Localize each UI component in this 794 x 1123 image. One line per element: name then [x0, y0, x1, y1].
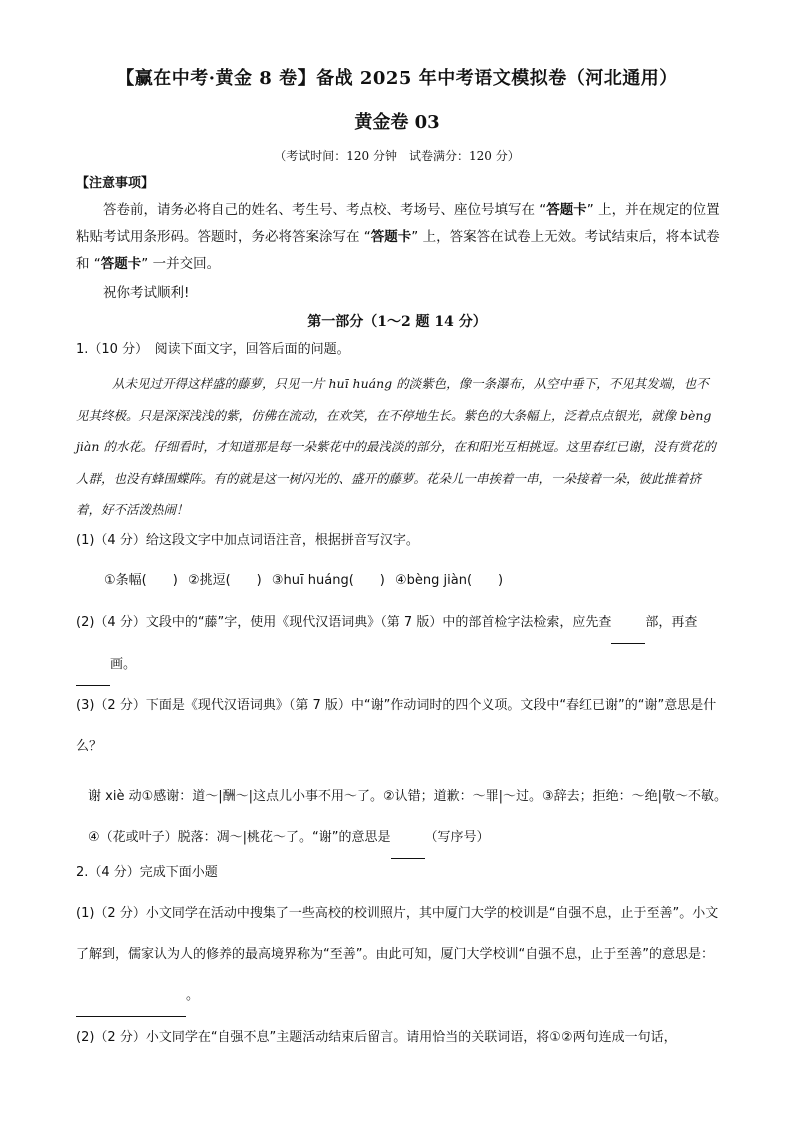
notice-text-3: ” 上，答案答在试卷上无效。考试结束后，将本试卷和 “	[76, 229, 720, 272]
exam-subtitle: 黄金卷 03	[354, 112, 440, 133]
part-one-heading: 第一部分（1～2 题 14 分）	[307, 314, 487, 330]
dictionary-definition	[88, 776, 728, 859]
question-1-3	[76, 685, 726, 767]
question-2-1-end: 。	[186, 988, 200, 1003]
notice-paragraph	[76, 197, 720, 278]
answer-card-term: 答题卡	[370, 229, 412, 245]
notice-body	[76, 197, 720, 278]
question-2-stem-text: 2.（4 分）完成下面小题	[76, 865, 218, 880]
notice-heading: 【注意事项】	[76, 176, 155, 191]
question-1-stem: 1.（10 分） 阅读下面文字，回答后面的问题。	[76, 342, 350, 357]
answer-card-term: 答题卡	[100, 256, 142, 272]
exam-info: （考试时间：120 分钟 试卷满分：120 分）	[274, 149, 520, 163]
question-2-1	[76, 893, 726, 1017]
good-luck-text: 祝你考试顺利!	[103, 285, 190, 301]
reading-passage	[76, 368, 718, 526]
answer-card-term: 答题卡	[546, 202, 587, 218]
pinyin-item[interactable]: ④bèng jiàn( )	[395, 573, 504, 588]
pinyin-item[interactable]: ③huī huáng( )	[271, 573, 385, 588]
question-2-stem	[76, 852, 726, 893]
motto-meaning-blank[interactable]	[76, 975, 186, 1017]
passage-text: 从未见过开得这样盛的藤萝，只见一片 huī huáng 的淡紫色，像一条瀑布，从空中垂下，不见其发端，也不见其终极。只是深深浅浅的紫，仿佛在流动，在欢笑，在不停地生长。紫色的大条幅上，泛着点点银光，就像 bèng jiàn 的水花。仔细看时，才知道那是每一朵紫花中的最浅淡的部分，在和阳光互相挑逗。这里春红已谢，没有赏花的人群，也没有蜂围蝶阵。有的就是这一树闪光的、盛开的藤萝。花朵儿一串挨着一串，一朵接着一朵，彼此推着挤着，好不活泼热闹！	[76, 376, 716, 517]
notice-text-4: ” 一并交回。	[141, 256, 221, 272]
definition-text: 谢 xiè 动①感谢：道～|酬～|这点儿小事不用～了。②认错；道歉：～罪|～过。③辞去；拒绝：～绝|敬～不敏。④（花或叶子）脱落：凋～|桃花～了。“谢”的意思是	[88, 789, 728, 845]
radical-blank[interactable]	[611, 602, 645, 644]
notice-text-2: ” 上，并在规定的位置粘贴考试用条形码。答题时，务必将答案涂写在 “	[76, 202, 720, 245]
question-1-1	[76, 520, 726, 561]
question-1-3-text: (3)（2 分）下面是《现代汉语词典》（第 7 版）中“谢”作动词时的四个义项。文段中“春红已谢”的“谢”意思是什么？	[76, 698, 717, 754]
stroke-count-blank[interactable]	[76, 644, 110, 686]
question-1-2-text-3: 画。	[110, 657, 137, 672]
question-1-2	[76, 602, 726, 686]
question-1-1-text: (1)（4 分）给这段文字中加点词语注音，根据拼音写汉字。	[76, 533, 419, 548]
exam-title: 【赢在中考·黄金 8 卷】备战 2025 年中考语文模拟卷（河北通用）	[116, 68, 678, 89]
pinyin-items	[104, 569, 509, 588]
question-2-1-text: (1)（2 分）小文同学在活动中搜集了一些高校的校训照片，其中厦门大学的校训是“自强不息，止于至善”。小文了解到，儒家认为人的修养的最高境界称为“至善”。由此可知，厦门大学校训“自强不息，止于至善”的意思是：	[76, 906, 719, 962]
definition-tail: （写序号）	[424, 830, 490, 845]
pinyin-item[interactable]: ②挑逗( )	[187, 573, 262, 588]
question-1-2-text-2: 部，再查	[645, 615, 698, 630]
question-2-2	[76, 1017, 726, 1058]
question-1-2-text: (2)（4 分）文段中的“藤”字，使用《现代汉语词典》（第 7 版）中的部首检字法检索，应先查	[76, 615, 612, 630]
pinyin-item[interactable]: ①条幅( )	[104, 573, 178, 588]
notice-text-1: 答卷前，请务必将自己的姓名、考生号、考点校、考场号、座位号填写在 “	[103, 202, 547, 218]
question-2-2-text: (2)（2 分）小文同学在“自强不息”主题活动结束后留言。请用恰当的关联词语，将①②两句连成一句话，	[76, 1030, 677, 1045]
